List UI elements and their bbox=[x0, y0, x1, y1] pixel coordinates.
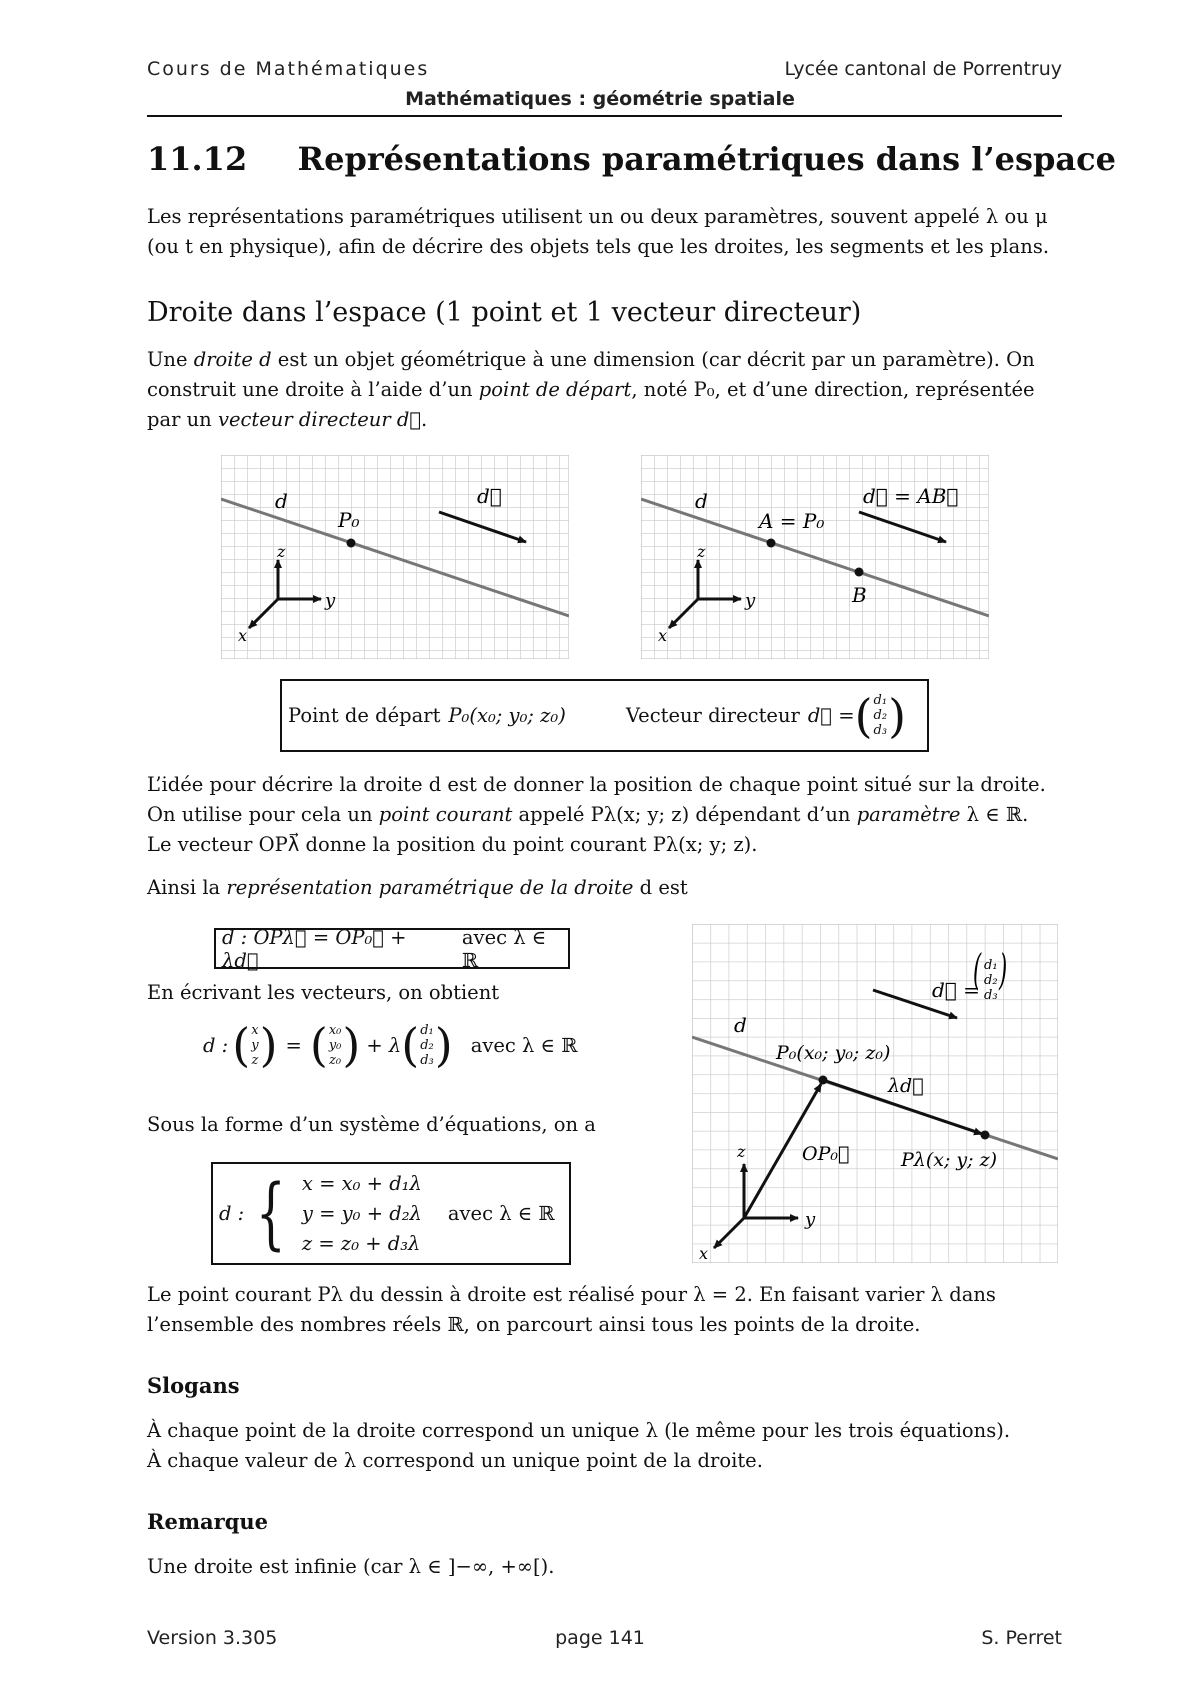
component: d₁ bbox=[420, 1022, 434, 1038]
direction-column-vector: ( d₁ d₂ d₃ ) bbox=[854, 688, 907, 743]
label-d: d bbox=[275, 489, 288, 513]
footer-page: page 141 bbox=[555, 1627, 645, 1649]
figure-parametric-line bbox=[692, 924, 1058, 1263]
slogan-2: À chaque valeur de λ correspond un unique point de la droite. bbox=[147, 1449, 763, 1472]
term-vecteur-directeur: vecteur directeur d⃗ bbox=[217, 408, 422, 431]
slogans-title: Slogans bbox=[147, 1373, 240, 1398]
component-d2: d₂ bbox=[984, 973, 998, 988]
component-d1: d₁ bbox=[984, 958, 998, 973]
component: y₀ bbox=[328, 1037, 342, 1053]
eq-equals: = bbox=[285, 1033, 302, 1057]
slogans-paragraph bbox=[147, 1416, 1062, 1476]
label-axis-x: x bbox=[238, 626, 248, 645]
label-a-p0: A = P₀ bbox=[759, 509, 825, 533]
eq-plus-lambda: + λ bbox=[366, 1033, 402, 1057]
point-p0 bbox=[819, 1076, 828, 1085]
eq-domain: avec λ ∈ ℝ bbox=[470, 1033, 578, 1057]
component: x bbox=[251, 1022, 259, 1038]
paren-right: ) bbox=[999, 944, 1008, 995]
term-parametre: paramètre bbox=[856, 803, 961, 826]
figure-line-two-points bbox=[641, 455, 989, 659]
point-p0 bbox=[347, 539, 356, 548]
label-p0: P₀(x₀; y₀; z₀) bbox=[776, 1042, 891, 1064]
system-lead: d : bbox=[219, 1202, 245, 1225]
component-d1: d₁ bbox=[873, 693, 888, 708]
system-rows bbox=[302, 1169, 422, 1259]
label-lambda-d: λd⃗ bbox=[888, 1075, 924, 1097]
label-b: B bbox=[852, 583, 867, 607]
component: z₀ bbox=[329, 1052, 342, 1068]
system-row-1: x = x₀ + d₁λ bbox=[301, 1171, 422, 1195]
label-axis-z: z bbox=[737, 1142, 746, 1161]
term-droite: droite d bbox=[193, 348, 272, 371]
vector-p0: ( x₀ y₀ z₀ ) bbox=[309, 1018, 361, 1072]
system-brace: { bbox=[256, 1168, 286, 1259]
component: d₂ bbox=[420, 1037, 434, 1053]
component-d3: d₃ bbox=[984, 988, 998, 1003]
courant-line-2: l’ensemble des nombres réels ℝ, on parcourt ainsi tous les points de la droite. bbox=[147, 1313, 921, 1336]
text: Une bbox=[147, 348, 194, 371]
system-row-2: y = y₀ + d₂λ bbox=[301, 1201, 422, 1225]
figure-line-point-vector bbox=[221, 455, 569, 659]
system-row-3: z = z₀ + d₃λ bbox=[301, 1231, 421, 1255]
label-axis-y: y bbox=[805, 1209, 816, 1230]
term-representation-parametrique: représentation paramétrique de la droite bbox=[226, 876, 634, 899]
remarque-text: Une droite est infinie (car λ ∈ ]−∞, +∞[). bbox=[147, 1555, 555, 1578]
text: est un objet géométrique à une dimension (car décrit par un paramètre). On bbox=[271, 348, 1035, 371]
ainsi-paragraph bbox=[147, 873, 707, 903]
section-title bbox=[147, 140, 1116, 178]
systeme-paragraph: Sous la forme d’un système d’équations, on a bbox=[147, 1113, 596, 1136]
label-vector-d: d⃗ = bbox=[932, 978, 980, 1002]
text: Ainsi la bbox=[147, 876, 227, 899]
paren-left: ( bbox=[973, 944, 982, 995]
courant-line-1: Le point courant Pλ du dessin à droite est réalisé pour λ = 2. En faisant varier λ dans bbox=[147, 1283, 996, 1306]
vector-equation-box bbox=[214, 925, 570, 972]
direction-label: Vecteur directeur bbox=[625, 704, 800, 727]
intro-line-1: Les représentations paramétriques utilisent un ou deux paramètres, souvent appelé λ ou μ bbox=[147, 205, 1048, 228]
start-label: Point de départ bbox=[288, 704, 441, 727]
text: appelé Pλ(x; y; z) dépendant d’un bbox=[512, 803, 857, 826]
point-a bbox=[767, 539, 776, 548]
component: x₀ bbox=[328, 1022, 342, 1038]
courant-paragraph bbox=[147, 1280, 1062, 1340]
droite-paragraph bbox=[147, 345, 1062, 435]
text: λ ∈ ℝ. bbox=[960, 803, 1029, 826]
header-subject: Mathématiques : géométrie spatiale bbox=[405, 88, 795, 110]
vector-equation-domain: avec λ ∈ ℝ bbox=[461, 925, 547, 972]
label-op0: OP₀⃗ bbox=[802, 1143, 850, 1165]
label-axis-x: x bbox=[658, 626, 668, 645]
label-axis-z: z bbox=[697, 542, 706, 561]
label-vector-d: d⃗ bbox=[477, 484, 502, 508]
vector-equation: d : OPλ⃗ = OP₀⃗ + λd⃗ bbox=[222, 925, 407, 972]
text: construit une droite à l’aide d’un bbox=[147, 378, 479, 401]
section-title-text: Représentations paramétriques dans l’espace bbox=[297, 140, 1116, 178]
idee-line-1: L’idée pour décrire la droite d est de donner la position de chaque point situé sur la droite. bbox=[147, 773, 1046, 796]
intro-line-2: (ou t en physique), afin de décrire des objets tels que les droites, les segments et les plans. bbox=[147, 235, 1050, 258]
component-d3: d₃ bbox=[873, 723, 888, 738]
intro-paragraph bbox=[147, 202, 1062, 262]
label-p0: P₀ bbox=[338, 508, 360, 532]
label-axis-y: y bbox=[745, 590, 756, 611]
header-rule bbox=[147, 115, 1062, 117]
direction-math: d⃗ = bbox=[807, 704, 855, 727]
start-math: P₀(x₀; y₀; z₀) bbox=[448, 704, 566, 727]
vector-d: ( d₁ d₂ d₃ ) bbox=[401, 1018, 453, 1072]
text: d est bbox=[633, 876, 688, 899]
component: d₃ bbox=[420, 1052, 434, 1068]
component: y bbox=[251, 1037, 259, 1053]
component-d2: d₂ bbox=[873, 708, 888, 723]
remarque-title: Remarque bbox=[147, 1509, 269, 1534]
section-number: 11.12 bbox=[147, 140, 248, 178]
column-equation bbox=[203, 1018, 578, 1072]
vector-xyz: ( x y z ) bbox=[232, 1018, 278, 1072]
label-d: d bbox=[734, 1013, 747, 1037]
component: z bbox=[251, 1052, 259, 1068]
footer-version: Version 3.305 bbox=[147, 1627, 278, 1649]
eq-lead: d : bbox=[203, 1033, 229, 1057]
label-plambda: Pλ(x; y; z) bbox=[901, 1149, 997, 1171]
text: . bbox=[421, 408, 428, 431]
label-axis-y: y bbox=[325, 590, 336, 611]
ecrivant-paragraph: En écrivant les vecteurs, on obtient bbox=[147, 981, 500, 1004]
label-d: d bbox=[695, 489, 708, 513]
label-vector-ab: d⃗ = AB⃗ bbox=[863, 484, 959, 508]
header-school: Lycée cantonal de Porrentruy bbox=[784, 58, 1062, 80]
slogan-1: À chaque point de la droite correspond un unique λ (le même pour les trois équations). bbox=[147, 1419, 1011, 1442]
idee-line-3: Le vecteur OPλ⃗ donne la position du point courant Pλ(x; y; z). bbox=[147, 833, 758, 856]
idee-paragraph bbox=[147, 770, 1062, 860]
header-course: Cours de Mathématiques bbox=[147, 58, 430, 80]
term-point-depart: point de départ bbox=[478, 378, 632, 401]
subsection-title: Droite dans l’espace (1 point et 1 vecteur directeur) bbox=[147, 297, 862, 328]
text: On utilise pour cela un bbox=[147, 803, 379, 826]
text: , noté P₀, et d’une direction, représentée bbox=[631, 378, 1035, 401]
definition-box bbox=[280, 679, 929, 752]
point-b bbox=[855, 568, 864, 577]
term-point-courant: point courant bbox=[378, 803, 513, 826]
footer-author: S. Perret bbox=[981, 1627, 1062, 1649]
label-axis-z: z bbox=[277, 542, 286, 561]
text: par un bbox=[147, 408, 218, 431]
label-axis-x: x bbox=[699, 1244, 709, 1263]
system-domain: avec λ ∈ ℝ bbox=[447, 1202, 555, 1225]
point-plambda bbox=[981, 1131, 990, 1140]
system-equation-box bbox=[211, 1162, 571, 1265]
